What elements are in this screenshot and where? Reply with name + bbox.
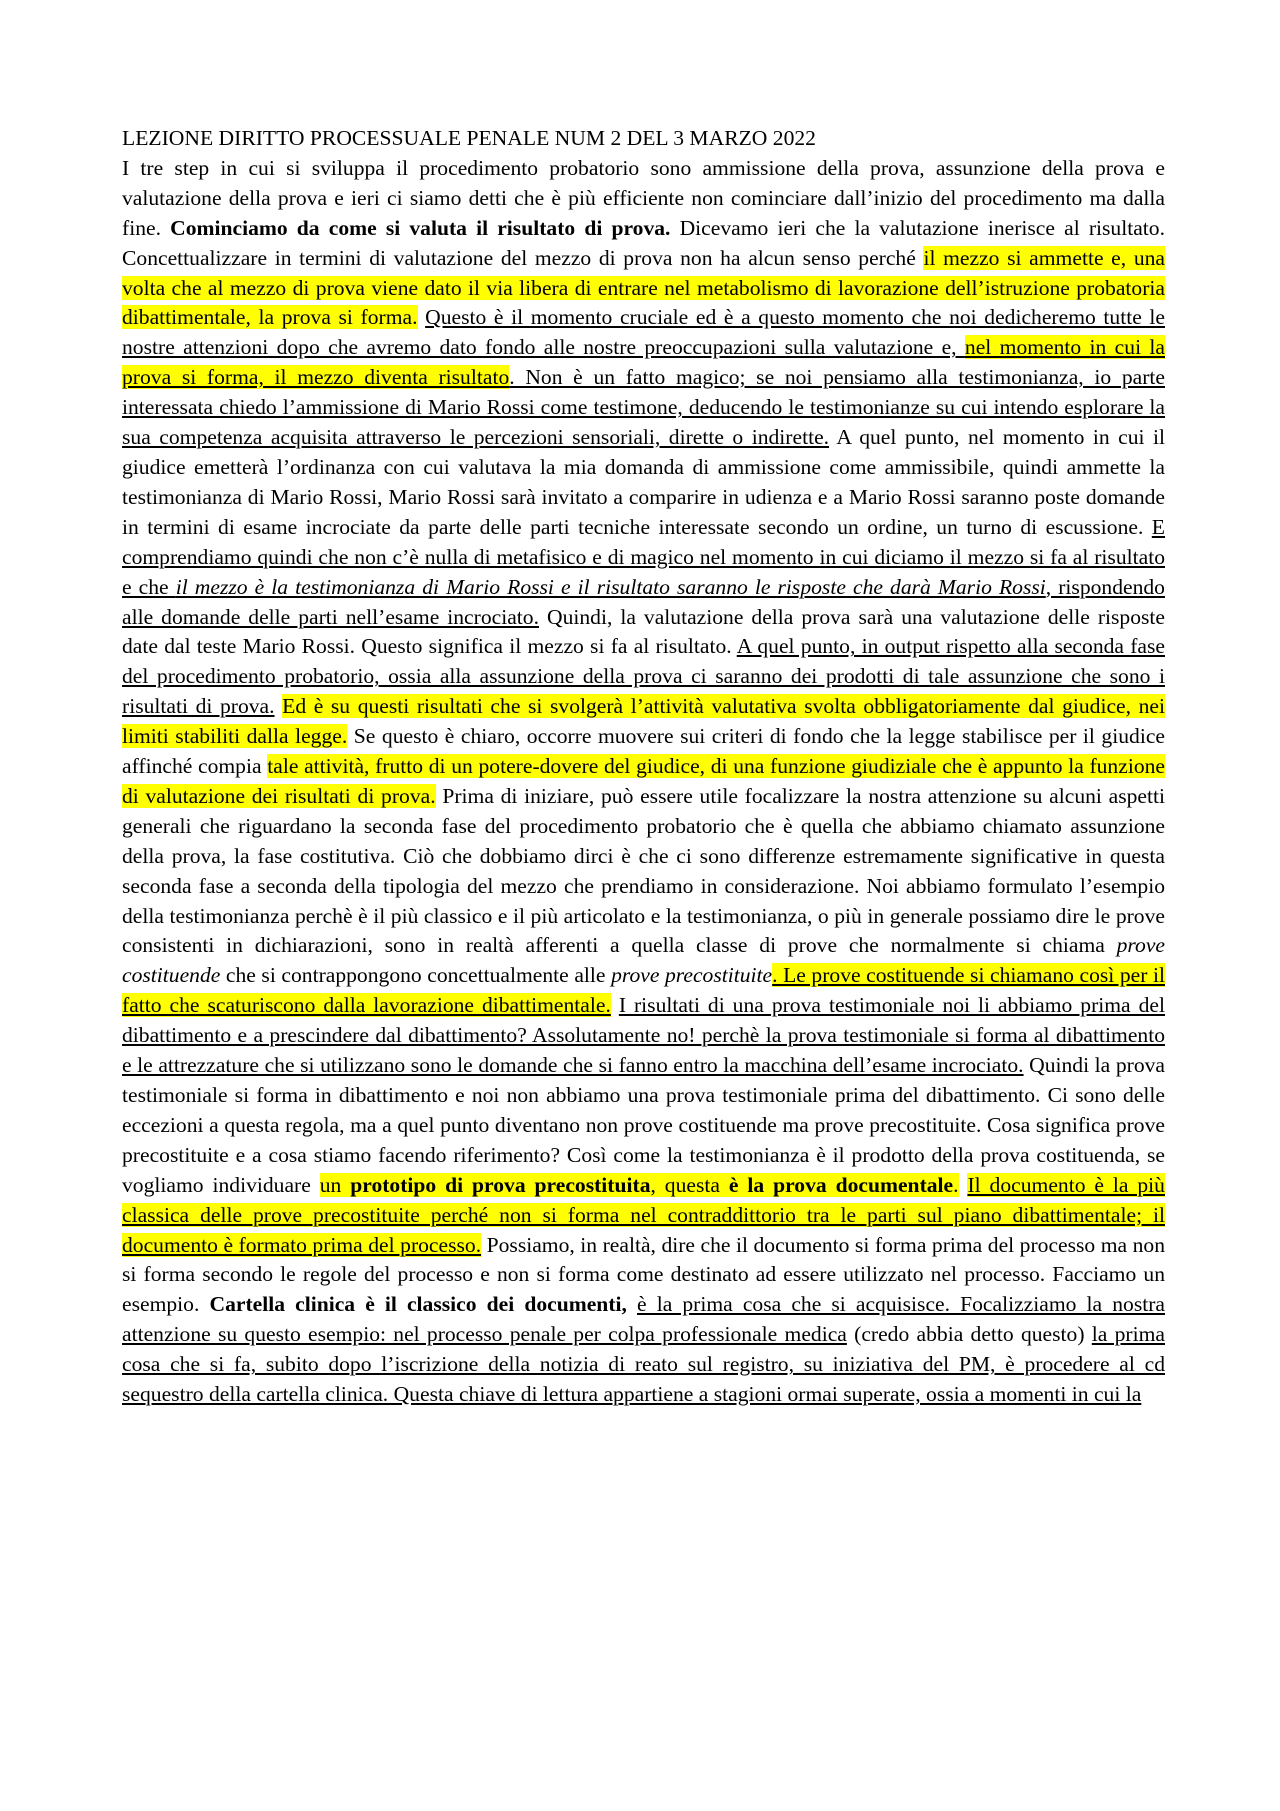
text-segment: è la prova documentale xyxy=(728,1172,954,1197)
text-segment: il mezzo è la testimonianza di Mario Rossi e il risultato saranno le risposte che darà Mario Rossi xyxy=(175,574,1046,599)
text-segment: Possiamo, in realtà, dire che il documento si forma prima del processo ma non si forma secondo le regole del processo e non si forma come destinato ad essere utilizzato nel processo. Facciamo un esempio. xyxy=(122,1232,1165,1317)
text-segment: prove costituende xyxy=(122,933,1165,988)
text-segment: Dicevamo ieri che la valutazione inerisce al risultato. Concettualizzare in termini di valutazione del mezzo di prova non ha alcun senso perché xyxy=(122,215,1165,270)
text-segment: . xyxy=(953,1172,959,1197)
text-segment: Cominciamo da come si valuta il risultato di prova. xyxy=(170,215,671,240)
text-segment: A quel punto, in output rispetto alla seconda fase del procedimento probatorio, ossia alla assunzione della prova ci saranno dei prodotti di tale assunzione che sono i risultati di prova. xyxy=(122,634,1165,719)
text-segment: , rispondendo alle domande delle parti nell’esame incrociato. xyxy=(122,574,1165,629)
text-segment: Quindi la prova testimoniale si forma in dibattimento e noi non abbiamo una prova testimoniale prima del dibattimento. Ci sono delle eccezioni a questa regola, ma a quel punto diventano non prove costituende ma prove precostituite. Cosa significa prove precostituite e a cosa stiamo facendo riferimento? Così come la testimonianza è il prodotto della prova costituenda, se vogliamo individuare xyxy=(122,1053,1166,1197)
text-segment: la prima cosa che si fa, subito dopo l’iscrizione della notizia di reato sul registro, su iniziativa del PM, è procedere al cd sequestro della cartella clinica. Questa chiave di lettura appartiene a stagioni ormai superate, ossia a momenti in cui la xyxy=(122,1322,1165,1407)
text-segment xyxy=(627,1292,637,1316)
text-segment: , questa xyxy=(650,1172,729,1197)
text-segment: un xyxy=(319,1172,351,1197)
text-segment: Il documento è la più classica delle prove precostituite perché non si forma nel contraddittorio tra le parti sul piano dibattimentale; il documento è formato prima del processo. xyxy=(122,1172,1165,1257)
document-body-paragraph xyxy=(122,154,1165,1410)
text-segment: (credo abbia detto questo) xyxy=(846,1322,1092,1347)
text-segment: che si contrappongono concettualmente alle xyxy=(220,963,612,988)
text-segment: Quindi, la valutazione della prova sarà una valutazione delle risposte date dal teste Mario Rossi. Questo significa il mezzo si fa al risultato. xyxy=(122,604,1165,659)
text-segment: prototipo di prova precostituita xyxy=(350,1172,651,1197)
text-segment: E comprendiamo quindi che non c’è nulla di metafisico e di magico nel momento in cui diciamo il mezzo si fa al risultato e che xyxy=(122,514,1165,599)
text-segment: . Le prove costituende si chiamano così per il fatto che scaturiscono dalla lavorazione dibattimentale. xyxy=(122,963,1165,1018)
text-segment: . Non è un fatto magico; se noi pensiamo alla testimonianza, io parte interessata chiedo l’ammissione di Mario Rossi come testimone, deducendo le testimonianze su cui intendo esplorare la sua competenza acquisita attraverso le percezioni sensoriali, dirette o indirette. xyxy=(122,365,1165,450)
document-page xyxy=(122,124,1165,1410)
text-segment: nel momento in cui la prova si forma, il mezzo diventa risultato xyxy=(122,335,1165,390)
text-segment: prove precostituite xyxy=(611,963,773,988)
text-segment xyxy=(275,694,283,718)
text-segment: è la prima cosa che si acquisisce. Focalizziamo la nostra attenzione su questo esempio: nel processo penale per colpa professionale medica xyxy=(122,1292,1165,1347)
text-segment xyxy=(611,993,619,1017)
text-segment: Cartella clinica è il classico dei documenti, xyxy=(209,1292,627,1317)
text-segment: I risultati di una prova testimoniale noi li abbiamo prima del dibattimento e a prescindere dal dibattimento? Assolutamente no! perchè la prova testimoniale si forma al dibattimento e le attrezzature che si utilizzano sono le domande che si fanno entro la macchina dell’esame incrociato. xyxy=(122,993,1165,1078)
text-segment: il mezzo si ammette e, una volta che al mezzo di prova viene dato il via libera di entrare nel metabolismo di lavorazione dell’istruzione probatoria dibattimentale, la prova si forma. xyxy=(122,245,1165,330)
document-title: LEZIONE DIRITTO PROCESSUALE PENALE NUM 2 DEL 3 MARZO 2022 xyxy=(122,126,816,150)
text-segment: tale attività, frutto di un potere-dovere del giudice, di una funzione giudiziale che è appunto la funzione di valutazione dei risultati di prova. xyxy=(122,754,1165,808)
text-segment: Questo è il momento cruciale ed è a questo momento che noi dedicheremo tutte le nostre attenzioni dopo che avremo dato fondo alle nostre preoccupazioni sulla valutazione e, xyxy=(122,305,1165,360)
text-segment: I tre step in cui si sviluppa il procedimento probatorio sono ammissione della prova, assunzione della prova e valutazione della prova e ieri ci siamo detti che è più efficiente non cominciare dall’inizio del procedimento ma dalla fine. xyxy=(122,155,1165,240)
text-segment: Se questo è chiaro, occorre muovere sui criteri di fondo che la legge stabilisce per il giudice affinché compia xyxy=(122,724,1165,779)
text-segment: Ed è su questi risultati che si svolgerà l’attività valutativa svolta obbligatoriamente dal giudice, nei limiti stabiliti dalla legge. xyxy=(122,694,1166,749)
text-segment: A quel punto, nel momento in cui il giudice emetterà l’ordinanza con cui valutava la mia domanda di ammissione come ammissibile, quindi ammette la testimonianza di Mario Rossi, Mario Rossi sarà invitato a comparire in udienza e a Mario Rossi saranno poste domande in termini di esame incrociate da parte delle parti tecniche interessate secondo un ordine, un turno di escussione. xyxy=(122,425,1165,539)
text-segment xyxy=(418,305,426,329)
text-segment: Prima di iniziare, può essere utile focalizzare la nostra attenzione su alcuni aspetti generali che riguardano la seconda fase del procedimento probatorio che è quella che abbiamo chiamato assunzione della prova, la fase costitutiva. Ciò che dobbiamo dirci è che ci sono differenze estremamente significative in questa seconda fase a seconda della tipologia del mezzo che prendiamo in considerazione. Noi abbiamo formulato l’esempio della testimonianza perchè è il più classico e il più articolato e la testimonianza, o più in generale possiamo dire le prove consistenti in dichiarazioni, sono in realtà afferenti a quella classe di prove che normalmente si chiama xyxy=(122,783,1166,958)
